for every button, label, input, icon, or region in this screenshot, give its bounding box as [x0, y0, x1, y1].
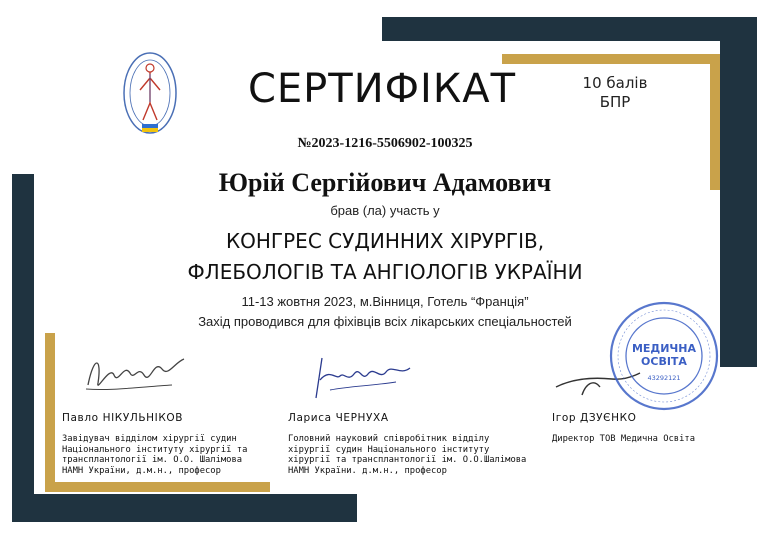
- signature-chernukha: [310, 350, 420, 405]
- cpd-points: [565, 74, 665, 112]
- participation-text: брав (ла) участь у: [330, 203, 440, 218]
- gold-corner-top-right-vertical: [710, 54, 720, 190]
- signer-name-2: Лариса ЧЕРНУХА: [288, 412, 389, 424]
- signer-name-3: Ігор ДЗУЄНКО: [552, 412, 637, 424]
- event-date-place: 11-13 жовтня 2023, м.Вінниця, Готель “Франція”: [241, 294, 529, 309]
- association-logo-icon: [120, 48, 180, 138]
- event-title-line-1: КОНГРЕС СУДИННИХ ХІРУРГІВ,: [225, 229, 545, 253]
- points-unit: БПР: [599, 93, 631, 111]
- gold-corner-top-right: [502, 54, 720, 64]
- organization-stamp-icon: [608, 300, 720, 412]
- gold-corner-bottom-left-vertical: [45, 333, 55, 492]
- gold-corner-bottom-left: [45, 482, 270, 492]
- stamp-text-line-1: МЕДИЧНА: [631, 342, 697, 355]
- signer-role-3: Директор ТОВ Медична Освіта: [552, 434, 695, 444]
- signer-role-2: Головний науковий співробітник відділу хірургії судин Національного інституту хірургії та трансплантології ім. О.О.Шалімова НАМН України. д.м.н., професор: [288, 434, 527, 476]
- signer-name-1: Павло НІКУЛЬНІКОВ: [62, 412, 184, 424]
- event-title: [120, 226, 650, 288]
- stamp-code: 43292121: [647, 374, 681, 382]
- signature-nikulnikov: [80, 345, 190, 405]
- event-audience: Захід проводився для фіхівців всіх лікарських спеціальностей: [198, 314, 572, 329]
- event-title-line-2: ФЛЕБОЛОГІВ ТА АНГІОЛОГІВ УКРАЇНИ: [187, 260, 583, 284]
- recipient-name: Юрій Сергійович Адамович: [218, 168, 552, 197]
- certificate-number: №2023-1216-5506902-100325: [297, 136, 473, 151]
- stamp-text-line-2: ОСВІТА: [641, 355, 687, 368]
- certificate-title: СЕРТИФІКАТ: [247, 66, 517, 112]
- event-details: [140, 292, 630, 332]
- points-value: 10 балів: [582, 74, 648, 92]
- signer-role-1: Завідувач відділом хірургії судин Національного інституту хірургії та трансплантології ім. О.О. Шалімова НАМН України, д.м.н., професор: [62, 434, 248, 476]
